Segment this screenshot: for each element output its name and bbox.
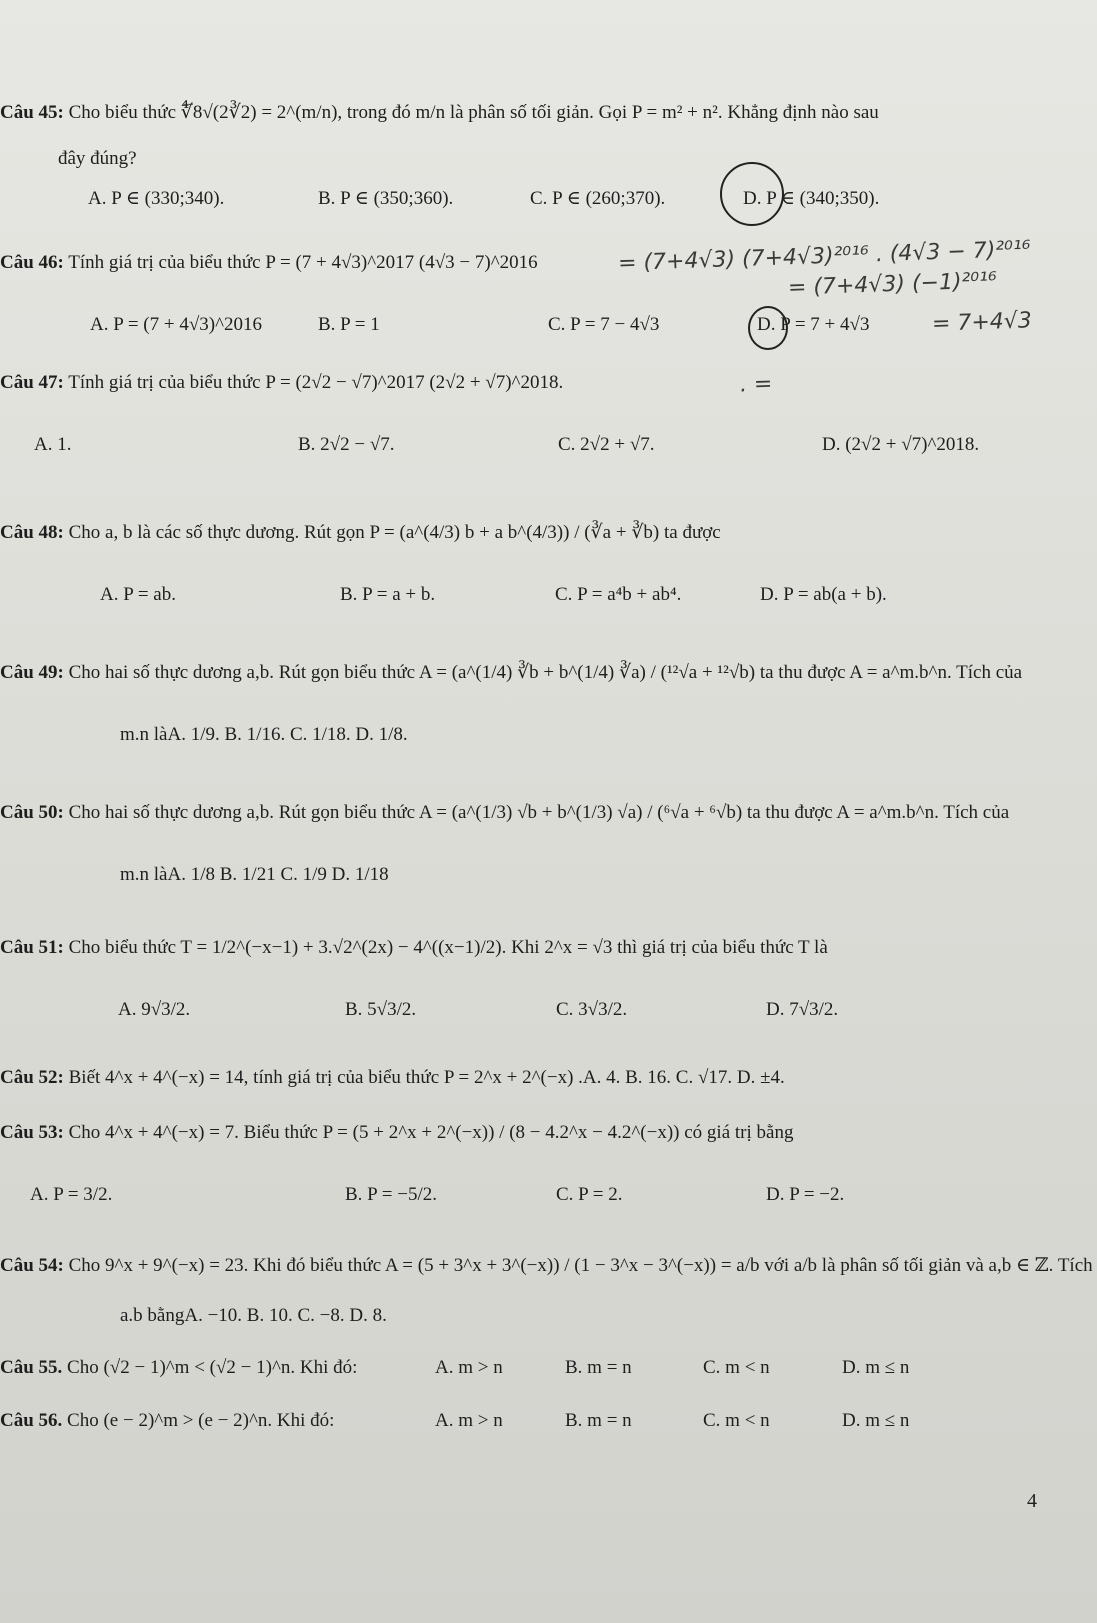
option-a: A. P ∈ (330;340). (88, 188, 225, 209)
question-label: Câu 49: (0, 662, 64, 683)
option-c: C. 3√3/2. (556, 999, 628, 1020)
question-label: Câu 53: (0, 1122, 64, 1143)
handwritten-work-line-2: = (7+4√3) (−1)²⁰¹⁶ (787, 268, 998, 301)
option-b: B. P = 1 (318, 314, 380, 335)
option-c: C. P = 2. (556, 1184, 623, 1205)
question-text-cont: m.n làA. 1/9. B. 1/16. C. 1/18. D. 1/8. (120, 724, 408, 745)
question-text: Cho (e − 2)^m > (e − 2)^n. Khi đó: (67, 1410, 335, 1431)
question-text: Biết 4^x + 4^(−x) = 14, tính giá trị của biểu thức P = 2^x + 2^(−x) .A. 4. B. 16. C. √17. D. ±4. (68, 1067, 785, 1088)
question-text-cont: đây đúng? (58, 148, 137, 169)
question-label: Câu 51: (0, 937, 64, 958)
question-text: Tính giá trị của biểu thức P = (2√2 − √7)^2017 (2√2 + √7)^2018. (68, 372, 564, 393)
question-text: Cho 4^x + 4^(−x) = 7. Biểu thức P = (5 + 2^x + 2^(−x)) / (8 − 4.2^x − 4.2^(−x)) có giá trị bằng (68, 1122, 794, 1143)
question-text: Cho hai số thực dương a,b. Rút gọn biểu thức A = (a^(1/3) √b + b^(1/3) √a) / (⁶√a + ⁶√b) ta thu được A = a^m.b^n. Tích của (68, 802, 1010, 823)
option-c: C. m < n (703, 1357, 770, 1378)
option-c: C. 2√2 + √7. (558, 434, 655, 455)
question-text: Cho biểu thức ∜̅8√(2∛2) = 2^(m/n), trong đó m/n là phân số tối giản. Gọi P = m² + n². Khẳng định nào sau (68, 102, 879, 123)
handwritten-mark: . = (739, 371, 773, 398)
option-a: A. 9√3/2. (118, 999, 191, 1020)
option-d: D. m ≤ n (842, 1410, 910, 1431)
answer-circle (720, 162, 784, 226)
page-number: 4 (1027, 1490, 1037, 1512)
question-text: Cho biểu thức T = 1/2^(−x−1) + 3.√2^(2x) − 4^((x−1)/2). Khi 2^x = √3 thì giá trị của biểu thức T là (68, 937, 828, 958)
option-d: D. 7√3/2. (766, 999, 839, 1020)
option-b: B. m = n (565, 1410, 632, 1431)
option-d: D. m ≤ n (842, 1357, 910, 1378)
option-b: B. 2√2 − √7. (298, 434, 395, 455)
question-label: Câu 47: (0, 372, 64, 393)
option-b: B. 5√3/2. (345, 999, 417, 1020)
question-text-cont: m.n làA. 1/8 B. 1/21 C. 1/9 D. 1/18 (120, 864, 389, 885)
question-label: Câu 46: (0, 252, 64, 273)
handwritten-work-line-1: = (7+4√3) (7+4√3)²⁰¹⁶ . (4√3 − 7)²⁰¹⁶ (617, 236, 1032, 277)
question-label: Câu 48: (0, 522, 64, 543)
option-a: A. P = (7 + 4√3)^2016 (90, 314, 263, 335)
option-c: C. P ∈ (260;370). (530, 188, 666, 209)
option-c: C. P = 7 − 4√3 (548, 314, 660, 335)
option-d: D. P = 7 + 4√3 (757, 314, 870, 335)
question-text: Cho 9^x + 9^(−x) = 23. Khi đó biểu thức A = (5 + 3^x + 3^(−x)) / (1 − 3^x − 3^(−x)) = a/b với a/b là phân số tối giản và a,b ∈ ℤ. Tích (68, 1255, 1093, 1276)
question-label: Câu 54: (0, 1255, 64, 1276)
option-b: B. P ∈ (350;360). (318, 188, 454, 209)
answer-circle (748, 306, 788, 350)
option-a: A. m > n (435, 1357, 503, 1378)
option-a: A. 1. (34, 434, 72, 455)
option-d: D. (2√2 + √7)^2018. (822, 434, 980, 455)
option-b: B. m = n (565, 1357, 632, 1378)
handwritten-work-line-3: = 7+4√3 (931, 308, 1033, 337)
option-a: A. m > n (435, 1410, 503, 1431)
option-b: B. P = −5/2. (345, 1184, 437, 1205)
question-label: Câu 52: (0, 1067, 64, 1088)
question-label: Câu 50: (0, 802, 64, 823)
option-b: B. P = a + b. (340, 584, 436, 605)
question-label: Câu 55. (0, 1357, 63, 1378)
option-a: A. P = ab. (100, 584, 176, 605)
option-c: C. P = a⁴b + ab⁴. (555, 584, 682, 605)
question-text: Cho a, b là các số thực dương. Rút gọn P = (a^(4/3) b + a b^(4/3)) / (∛a + ∛b) ta được (68, 522, 721, 543)
option-d: D. P = −2. (766, 1184, 845, 1205)
option-d: D. P = ab(a + b). (760, 584, 887, 605)
question-text: Cho hai số thực dương a,b. Rút gọn biểu thức A = (a^(1/4) ∛b + b^(1/4) ∛a) / (¹²√a + ¹²√b) ta thu được A = a^m.b^n. Tích của (68, 662, 1023, 683)
option-c: C. m < n (703, 1410, 770, 1431)
option-a: A. P = 3/2. (30, 1184, 113, 1205)
question-text: Tính giá trị của biểu thức P = (7 + 4√3)^2017 (4√3 − 7)^2016 (68, 252, 538, 273)
question-text: Cho (√2 − 1)^m < (√2 − 1)^n. Khi đó: (67, 1357, 358, 1378)
question-text-cont: a.b bằngA. −10. B. 10. C. −8. D. 8. (120, 1305, 387, 1326)
option-d: D. P ∈ (340;350). (743, 188, 880, 209)
question-label: Câu 56. (0, 1410, 63, 1431)
question-label: Câu 45: (0, 102, 64, 123)
